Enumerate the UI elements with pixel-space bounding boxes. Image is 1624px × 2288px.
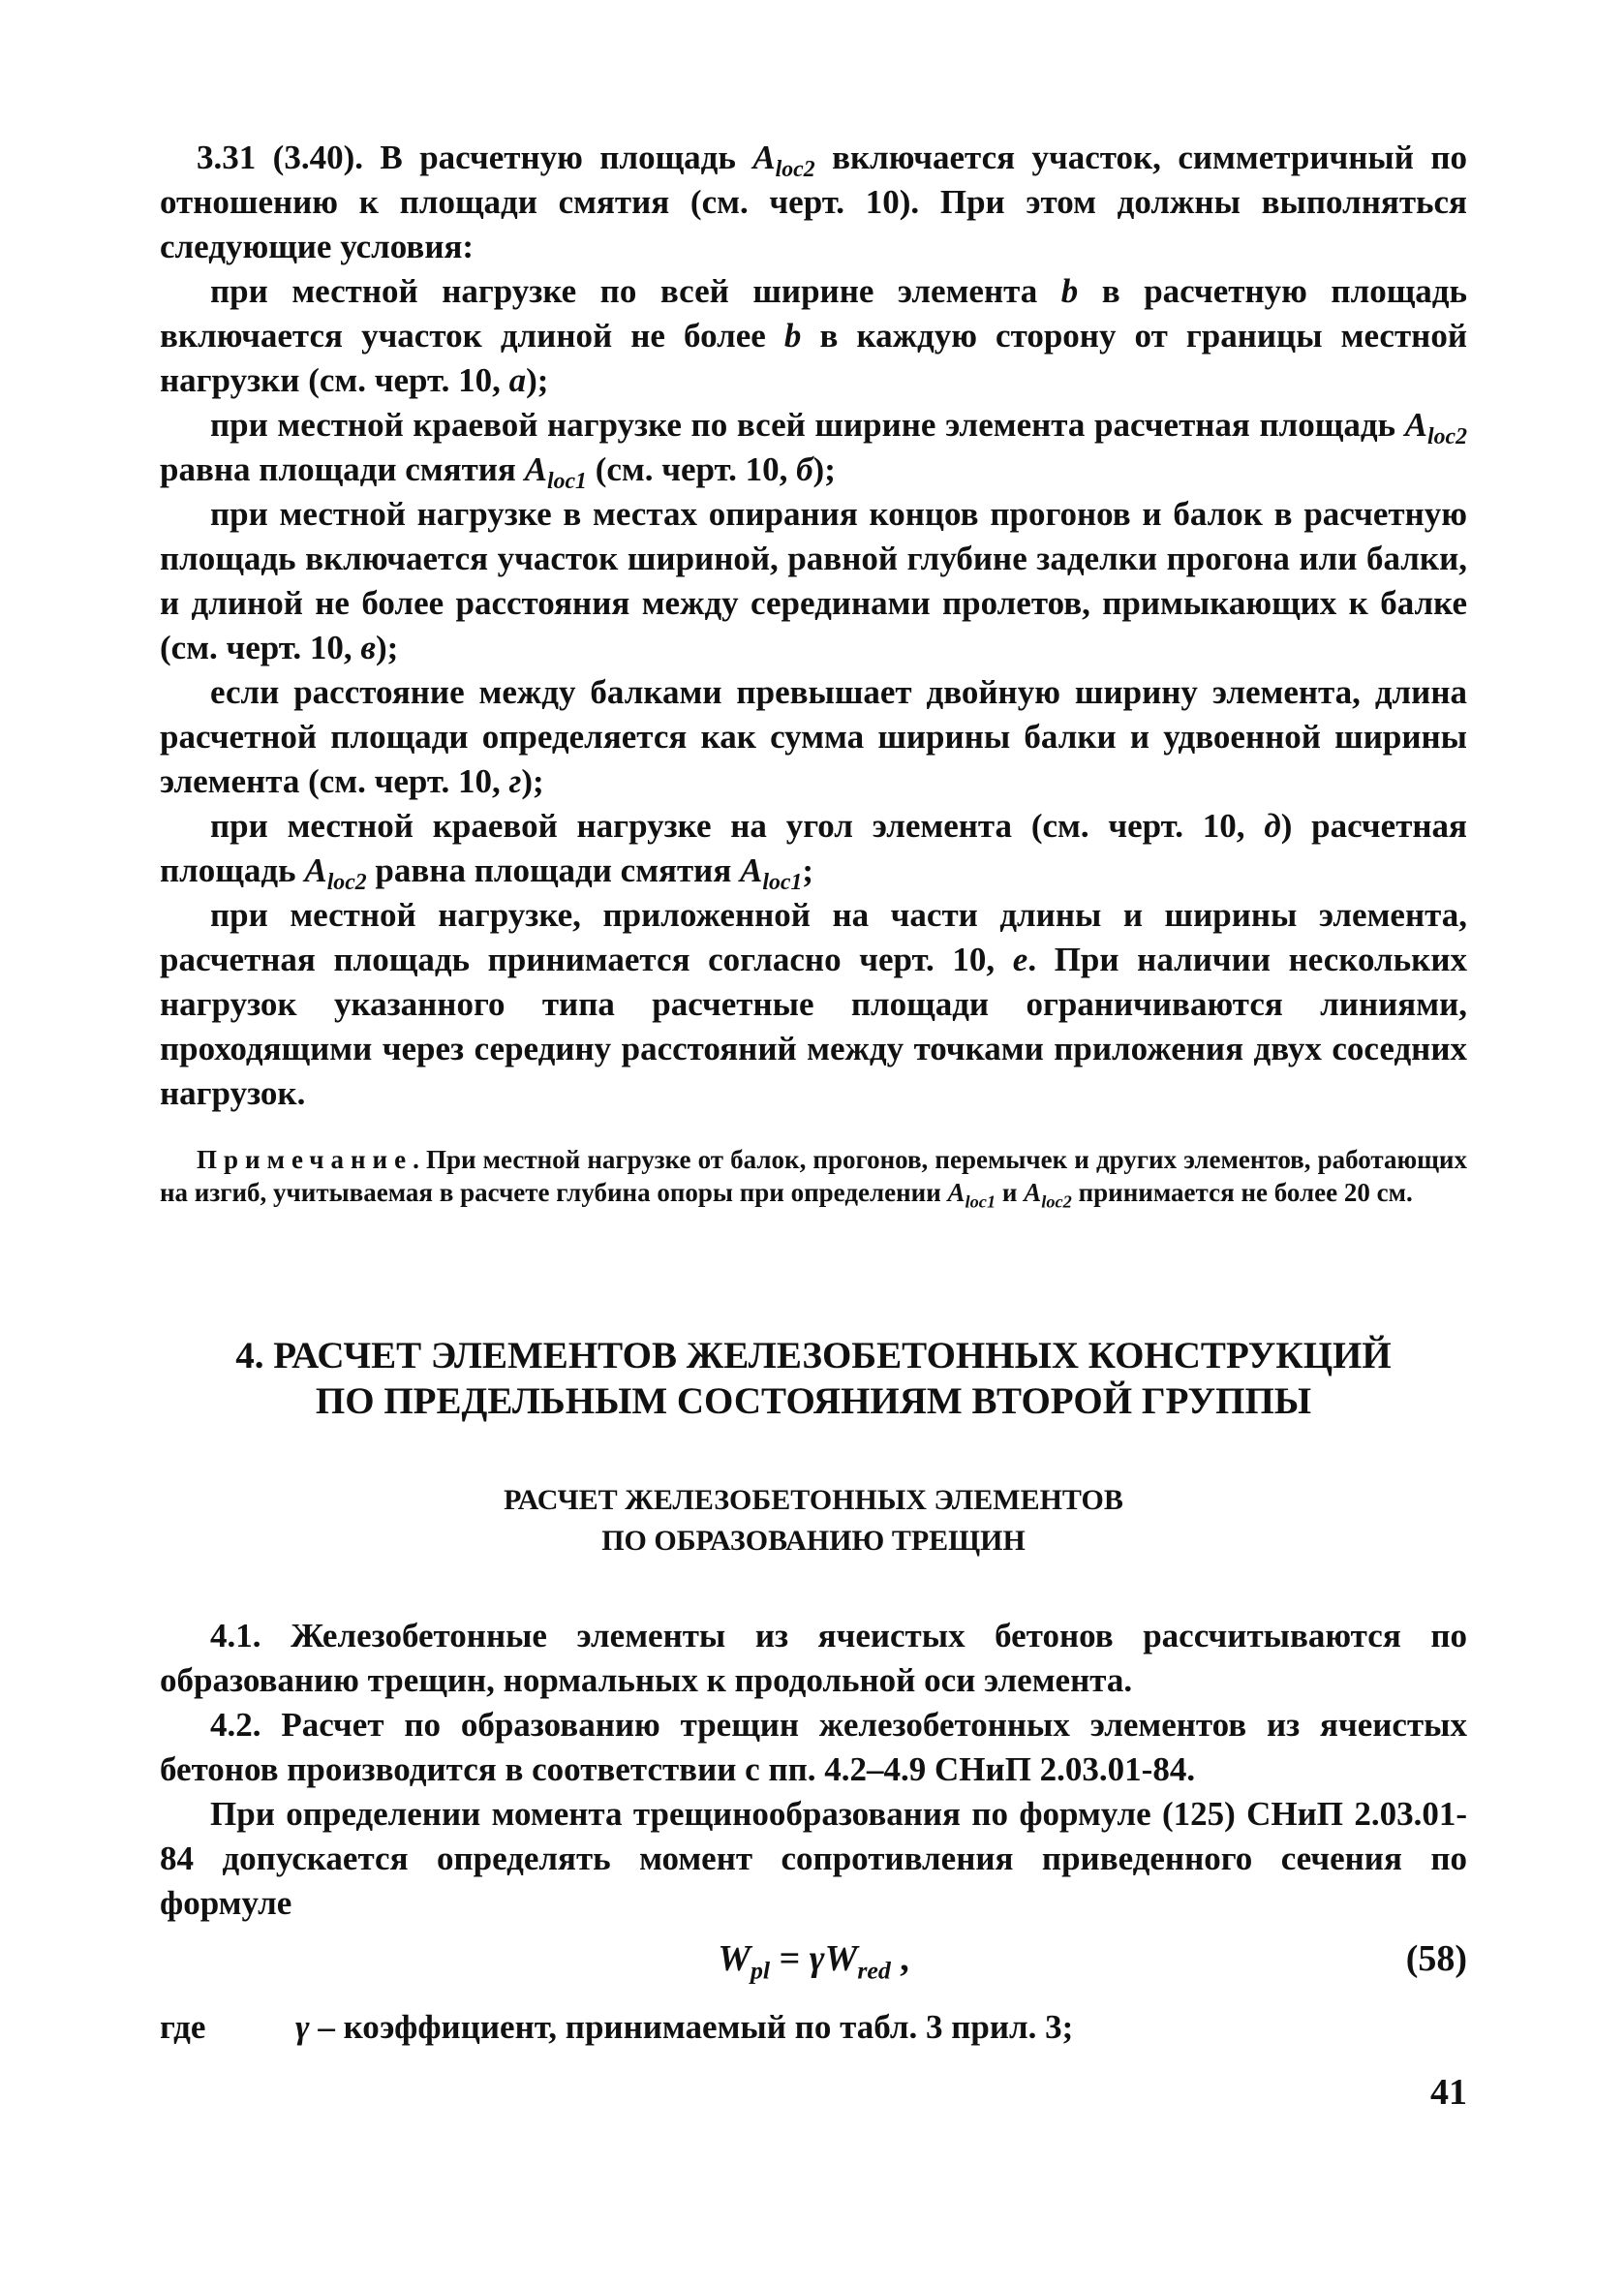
text: в расчетную площадь включается участок длиной не более [160,272,1467,355]
where-definition [160,2005,1467,2050]
text: . При наличии нескольких нагрузок указанного типа расчетные площади ограничиваются линиями, проходящими через середину расстояний между точками приложения двух соседних нагрузок. [160,941,1467,1112]
subscript-pl: pl [751,1956,771,1985]
paragraph-3-31 [160,136,1467,269]
note-paragraph [160,1143,1467,1212]
symbol-A: A [752,139,776,176]
text: ); [376,629,399,666]
subscript-loc1: loc1 [546,469,587,494]
text: ); [812,450,836,488]
paragraph-formula-intro: При определении момента трещинообразования по формуле (125) СНиП 2.03.01-84 допускается определять момент сопротивления приведенного сечения по формуле [160,1795,1467,1922]
symbol-A: A [740,851,763,889]
symbol-W: W [718,1938,751,1979]
figure-letter: г [508,762,522,800]
subscript-loc1: loc1 [762,870,803,895]
text: и [996,1178,1025,1207]
figure-letter: е [1012,941,1028,978]
subscript-loc2: loc2 [326,870,367,895]
page-number: 41 [1430,2072,1467,2113]
text: при местной нагрузке по всей ширине элемента [210,272,1061,310]
symbol-A: A [304,851,327,889]
symbol-b: b [783,317,802,355]
text: равна площади смятия [366,851,741,889]
text: если расстояние между балками превышает двойную ширину элемента, длина расчетной площади определяется как сумма ширины балки и удвоенной ширины элемента (см. черт. 10, [160,673,1467,800]
text: принимается не более 20 см. [1071,1178,1413,1207]
symbol-A: A [524,450,547,488]
text: ) расчетная площадь [160,807,1467,889]
equals-sign: = [770,1938,810,1979]
text: при местной нагрузке в местах опирания концов прогонов и балок в расчетную площадь включается участок шириной, равной глубине заделки прогона или балки, и длиной не более расстояния между серединами пролетов, примыкающих к балке (см. черт. 10, [160,495,1467,666]
subscript-loc2: loc2 [1041,1191,1072,1212]
section-heading-line: 4. РАСЧЕТ ЭЛЕМЕНТОВ ЖЕЛЕЗОБЕТОННЫХ КОНСТРУКЦИЙ [235,1335,1392,1376]
subsection-heading-line: РАСЧЕТ ЖЕЛЕЗОБЕТОННЫХ ЭЛЕМЕНТОВ [504,1484,1123,1516]
paragraph-condition-f [160,893,1467,1116]
text: (см. черт. 10, [586,450,797,488]
symbol-b: b [1060,272,1079,310]
paragraph-condition-b [160,403,1467,492]
subscript-red: red [857,1956,891,1985]
symbol-A: A [1024,1178,1042,1207]
subscript-loc2: loc2 [1427,424,1467,449]
text: при местной нагрузке, приложенной на части длины и ширины элемента, расчетная площадь принимается согласно черт. 10, [160,896,1467,978]
text: ); [521,762,544,800]
text: в каждую сторону от границы местной нагрузки (см. черт. 10, [160,317,1467,399]
text: равна площади смятия [160,450,525,488]
section-4-body [160,1614,1467,2050]
paragraph-4-2: 4.2. Расчет по образованию трещин железобетонных элементов из ячеистых бетонов производится в соответствии с пп. 4.2–4.9 СНиП 2.03.01-84. [160,1706,1467,1788]
paragraph-condition-e [160,804,1467,893]
text: ; [802,851,814,889]
subsection-heading-line: ПО ОБРАЗОВАНИЮ ТРЕЩИН [601,1525,1026,1557]
paragraph-condition-a [160,269,1467,403]
subscript-loc2: loc2 [775,157,815,182]
formula-expression [160,1937,1467,1985]
figure-letter: в [360,629,377,666]
definition-text: – коэффициент, принимаемый по табл. 3 прил. 3; [309,2008,1074,2046]
section-heading [160,1333,1467,1424]
symbol-A: A [1404,406,1428,444]
text: включается участок, симметричный по отношению к площади смятия (см. черт. 10). При этом должны выполняться следующие условия: [160,139,1468,265]
figure-letter: б [796,450,813,488]
note-label: Примечание [197,1145,414,1174]
formula-58 [160,1932,1467,1992]
subsection-heading [160,1480,1467,1561]
formula-comma: , [890,1938,909,1979]
text: . В расчетную площадь [354,139,753,176]
text: при местной краевой нагрузке по всей ширине элемента расчетная площадь [210,406,1405,444]
section-heading-line: ПО ПРЕДЕЛЬНЫМ СОСТОЯНИЯМ ВТОРОЙ ГРУППЫ [315,1380,1312,1422]
document-page [160,136,1467,2050]
paragraph-condition-c [160,492,1467,670]
symbol-gamma: γ [295,2008,310,2046]
where-word: где [160,2008,206,2046]
clause-number: 3.31 (3.40) [197,139,355,176]
paragraph-condition-d [160,670,1467,804]
text: ); [526,361,549,399]
text: . При местной нагрузке от балок, прогонов, перемычек и других элементов, работающих на изгиб, учитываемая в расчете глубина опоры при определении [160,1145,1467,1207]
text: при местной краевой нагрузке на угол элемента (см. черт. 10, [210,807,1265,845]
symbol-W: W [824,1938,858,1979]
figure-letter: а [508,361,527,399]
equation-number: (58) [1405,1938,1467,1979]
subscript-loc1: loc1 [965,1191,996,1212]
symbol-A: A [947,1178,965,1207]
figure-letter: д [1264,807,1281,845]
paragraph-4-1: 4.1. Железобетонные элементы из ячеистых бетонов рассчитываются по образованию трещин, нормальных к продольной оси элемента. [160,1617,1467,1699]
symbol-gamma: γ [809,1938,825,1979]
